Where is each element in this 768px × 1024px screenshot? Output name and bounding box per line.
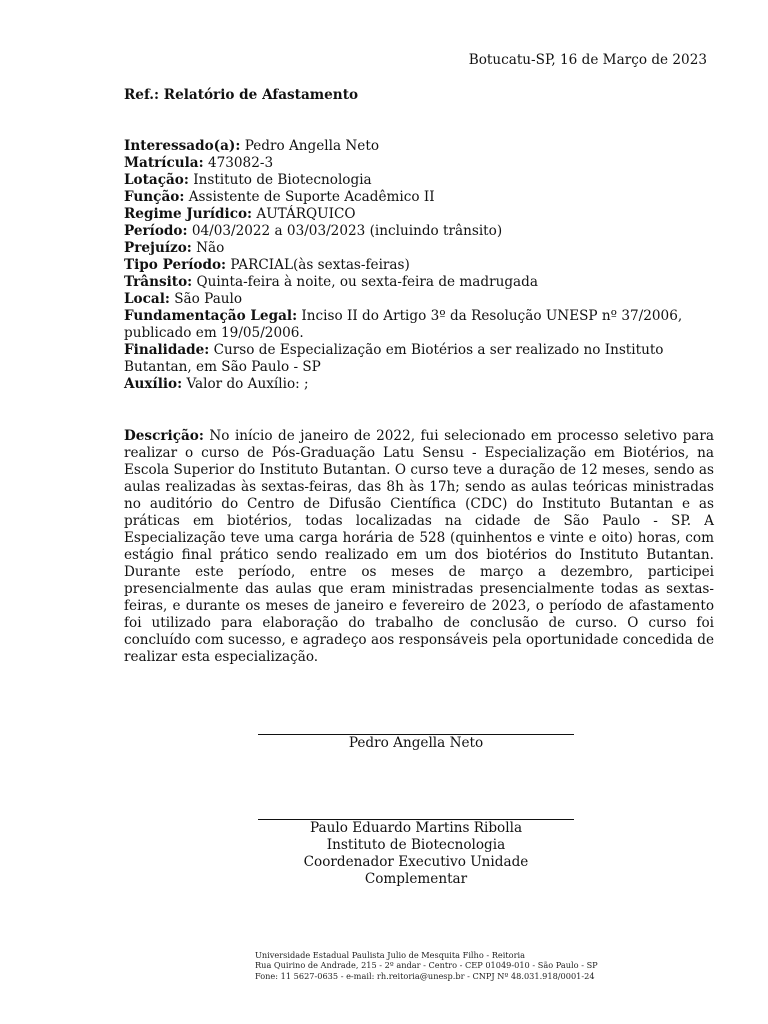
field-auxilio [124,376,714,393]
signature-block-interessado [258,734,574,752]
field-finalidade [124,342,714,376]
field-label: Local: [124,291,170,307]
signature-role: Coordenador Executivo Unidade Complementar [303,854,529,887]
field-value: Inciso II do Artigo 3º da Resolução UNESP nº 37/2006, publicado em 19/05/2006. [124,308,683,341]
fields-block [124,138,714,393]
reference-title: Ref.: Relatório de Afastamento [124,87,359,103]
field-label: Regime Jurídico: [124,206,253,222]
field-label: Interessado(a): [124,138,241,154]
field-value: Instituto de Biotecnologia [193,172,372,188]
field-label: Período: [124,223,188,239]
field-label: Trânsito: [124,274,193,290]
field-local [124,291,714,308]
field-label: Lotação: [124,172,189,188]
description-paragraph [124,428,714,666]
field-label: Tipo Período: [124,257,227,273]
field-prejuizo [124,240,714,257]
field-regime-juridico [124,206,714,223]
field-label: Matrícula: [124,155,204,171]
field-matricula [124,155,714,172]
footer-line-address: Rua Quirino de Andrade, 215 - 2º andar - Centro - CEP 01049-010 - São Paulo - SP [255,960,598,971]
field-fundamentacao-legal [124,308,714,342]
footer-line-institution: Universidade Estadual Paulista Julio de Mesquita Filho - Reitoria [255,950,525,960]
field-value: Quinta-feira à noite, ou sexta-feira de madrugada [196,274,538,290]
field-label: Função: [124,189,185,205]
field-value: São Paulo [174,291,243,307]
signature-institution: Instituto de Biotecnologia [326,837,506,853]
field-value: Não [196,240,225,256]
field-value: Valor do Auxílio: ; [186,376,309,392]
signature-block-coordenador [258,819,574,888]
field-tipo-periodo [124,257,714,274]
field-value: AUTÁRQUICO [256,206,356,222]
field-value: PARCIAL(às sextas-feiras) [230,257,410,273]
field-value: 04/03/2022 a 03/03/2023 (incluindo trânsito) [191,223,503,239]
field-value: 473082-3 [207,155,274,171]
description-label: Descrição: [124,428,204,444]
date-line: Botucatu-SP, 16 de Março de 2023 [468,52,707,68]
footer-address [255,950,675,981]
signature-name: Paulo Eduardo Martins Ribolla [309,820,523,836]
field-value: Pedro Angella Neto [244,138,379,154]
field-periodo [124,223,714,240]
signature-name: Pedro Angella Neto [348,735,484,751]
field-transito [124,274,714,291]
footer-line-contact: Fone: 11 5627-0635 - e-mail: rh.reitoria@unesp.br - CNPJ Nº 48.031.918/0001-24 [255,970,595,981]
field-label: Fundamentação Legal: [124,308,298,324]
field-funcao [124,189,714,206]
field-interessado [124,138,714,155]
field-label: Finalidade: [124,342,210,358]
description-text: No início de janeiro de 2022, fui selecionado em processo seletivo para realizar o curso de Pós-Graduação Latu Sensu - Especialização em Biotérios, na Escola Superior do Instituto Butantan. O curso teve a duração de 12 meses, sendo as aulas realizadas às sextas-feiras, das 8h às 17h; sendo as aulas teóricas ministradas no auditório do Centro de Difusão Científica (CDC) do Instituto Butantan e as práticas em biotérios, todas localizadas na cidade de São Paulo - SP. A Especialização teve uma carga horária de 528 (quinhentos e vinte e oito) horas, com estágio final prático sendo realizado em um dos biotérios do Instituto Butantan. Durante este período, entre os meses de março a dezembro, participei presencialmente das aulas que eram ministradas presencialmente todas as sextas-feiras, e durante os meses de janeiro e fevereiro de 2023, o período de afastamento foi utilizado para elaboração do trabalho de conclusão de curso. O curso foi concluído com sucesso, e agradeço aos responsáveis pela oportunidade concedida de realizar esta especialização. [124,428,715,665]
field-label: Auxílio: [124,376,183,392]
field-label: Prejuízo: [124,240,192,256]
field-lotacao [124,172,714,189]
field-value: Assistente de Suporte Acadêmico II [188,189,435,205]
field-value: Curso de Especialização em Biotérios a ser realizado no Instituto Butantan, em São Paulo - SP [124,342,664,375]
